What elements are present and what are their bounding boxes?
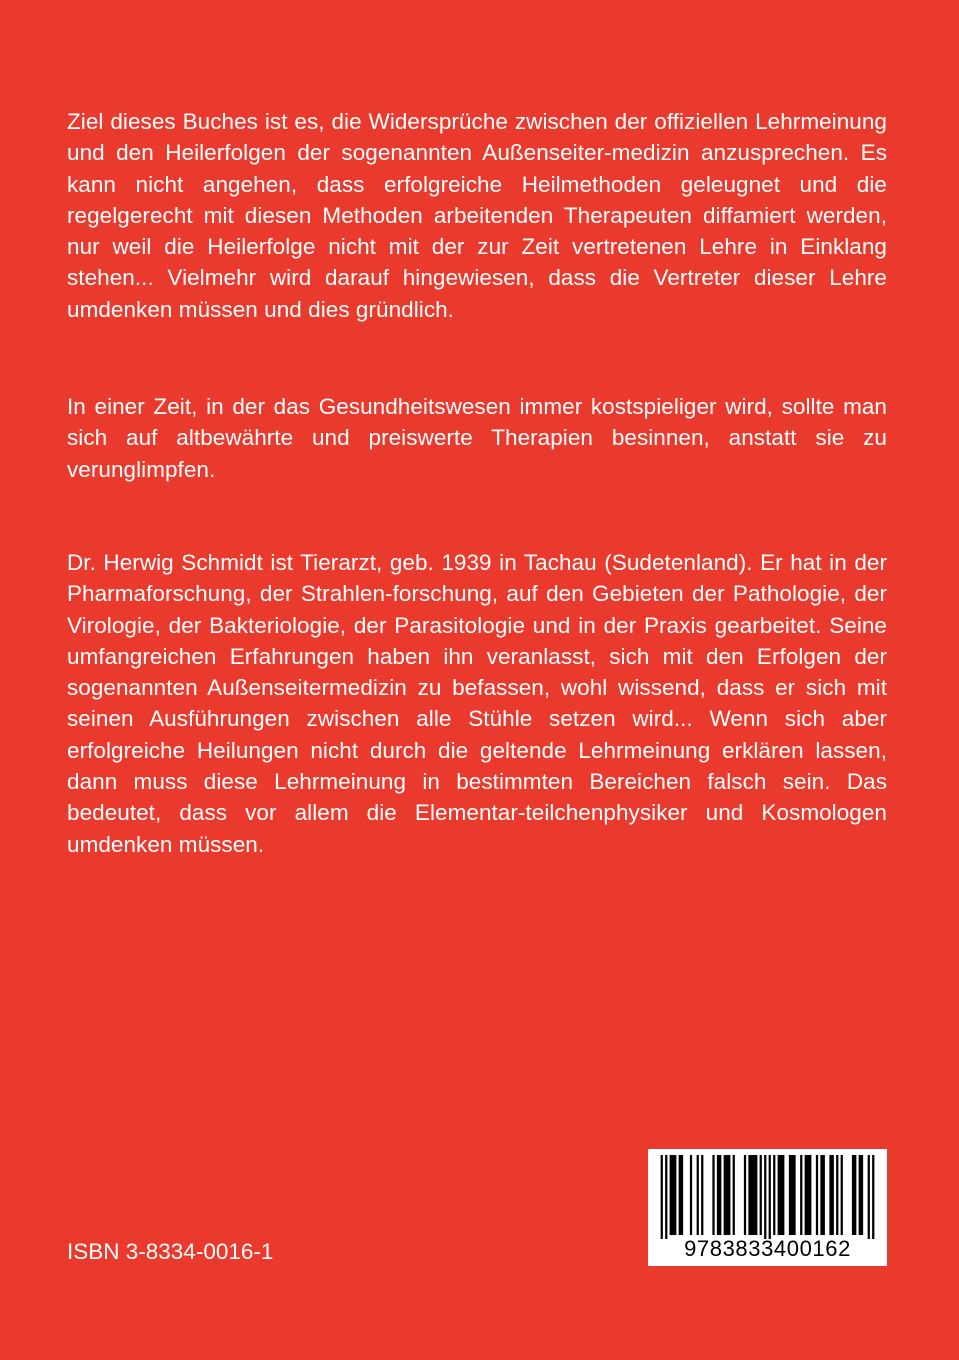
- barcode-guard-bar: [769, 1155, 771, 1239]
- barcode-bar: [800, 1155, 802, 1235]
- barcode-bar: [778, 1155, 785, 1235]
- barcode-bar: [805, 1155, 812, 1235]
- barcode-guard-bar: [665, 1155, 667, 1239]
- barcode: [648, 1149, 887, 1266]
- barcode-bar: [852, 1155, 857, 1235]
- barcode-bar: [697, 1155, 699, 1235]
- barcode-bar: [679, 1155, 684, 1235]
- barcode-bar: [816, 1155, 818, 1235]
- barcode-guard-bar: [872, 1155, 874, 1239]
- barcode-digits: 9783833400162: [684, 1236, 851, 1261]
- blurb-paragraph-1: Ziel dieses Buches ist es, die Widersprüche zwischen der offiziellen Lehrmeinung und den Heilerfolgen der sogenannten Außenseiter-medizin anzusprechen. Es kann nicht angehen, dass erfolgreiche Heilmethoden geleugnet und die regelgerecht mit diesen Methoden arbeitenden Therapeuten diffamiert werden, nur weil die Heilerfolge nicht mit der zur Zeit vertretenen Lehre in Einklang stehen... Vielmehr wird darauf hingewiesen, dass die Vertreter dieser Lehre umdenken müssen und dies gründlich.: [67, 109, 887, 322]
- barcode-bar: [724, 1155, 731, 1235]
- barcode-guard-bar: [661, 1155, 663, 1239]
- barcode-guard-bar: [868, 1155, 870, 1239]
- barcode-bar: [829, 1155, 834, 1235]
- barcode-bar: [690, 1155, 692, 1235]
- barcode-bar: [733, 1155, 735, 1235]
- barcode-bar: [670, 1155, 677, 1235]
- barcode-bar: [701, 1155, 703, 1235]
- author-bio-paragraph: Dr. Herwig Schmidt ist Tierarzt, geb. 1939 in Tachau (Sudetenland). Er hat in der Pharmaforschung, der Strahlen-forschung, auf den Gebieten der Pathologie, der Virologie, der Bakteriologie, der Parasitologie und in der Praxis gearbeitet. Seine umfangreichen Erfahrungen haben ihn veranlasst, sich mit den Erfolgen der sogenannten Außenseitermedizin zu befassen, wohl wissend, dass er sich mit seinen Ausführungen zwischen alle Stühle setzen wird... Wenn sich aber erfolgreiche Heilungen nicht durch die geltende Lehrmeinung erklären lassen, dann muss diese Lehrmeinung in bestimmten Bereichen falsch sein. Das bedeutet, dass vor allem die Elementar-teilchenphysiker und Kosmologen umdenken müssen.: [67, 550, 887, 857]
- barcode-bar: [712, 1155, 714, 1235]
- barcode-bar: [760, 1155, 762, 1235]
- barcode-bar: [820, 1155, 825, 1235]
- isbn-label: ISBN 3-8334-0016-1: [67, 1239, 274, 1264]
- barcode-bar: [836, 1155, 838, 1235]
- barcode-bar: [841, 1155, 843, 1235]
- barcode-bar: [744, 1155, 746, 1235]
- barcode-bar: [717, 1155, 722, 1235]
- barcode-bars: [648, 1149, 887, 1239]
- barcode-bar: [789, 1155, 796, 1235]
- barcode-bar: [773, 1155, 775, 1235]
- barcode-bar: [859, 1155, 864, 1235]
- blurb-paragraph-2: In einer Zeit, in der das Gesundheitswesen immer kostspieliger wird, sollte man sich auf altbewährte und preiswerte Therapien besinnen, anstatt sie zu verunglimpfen.: [67, 394, 887, 482]
- barcode-guard-bar: [764, 1155, 766, 1239]
- barcode-bar: [748, 1155, 757, 1235]
